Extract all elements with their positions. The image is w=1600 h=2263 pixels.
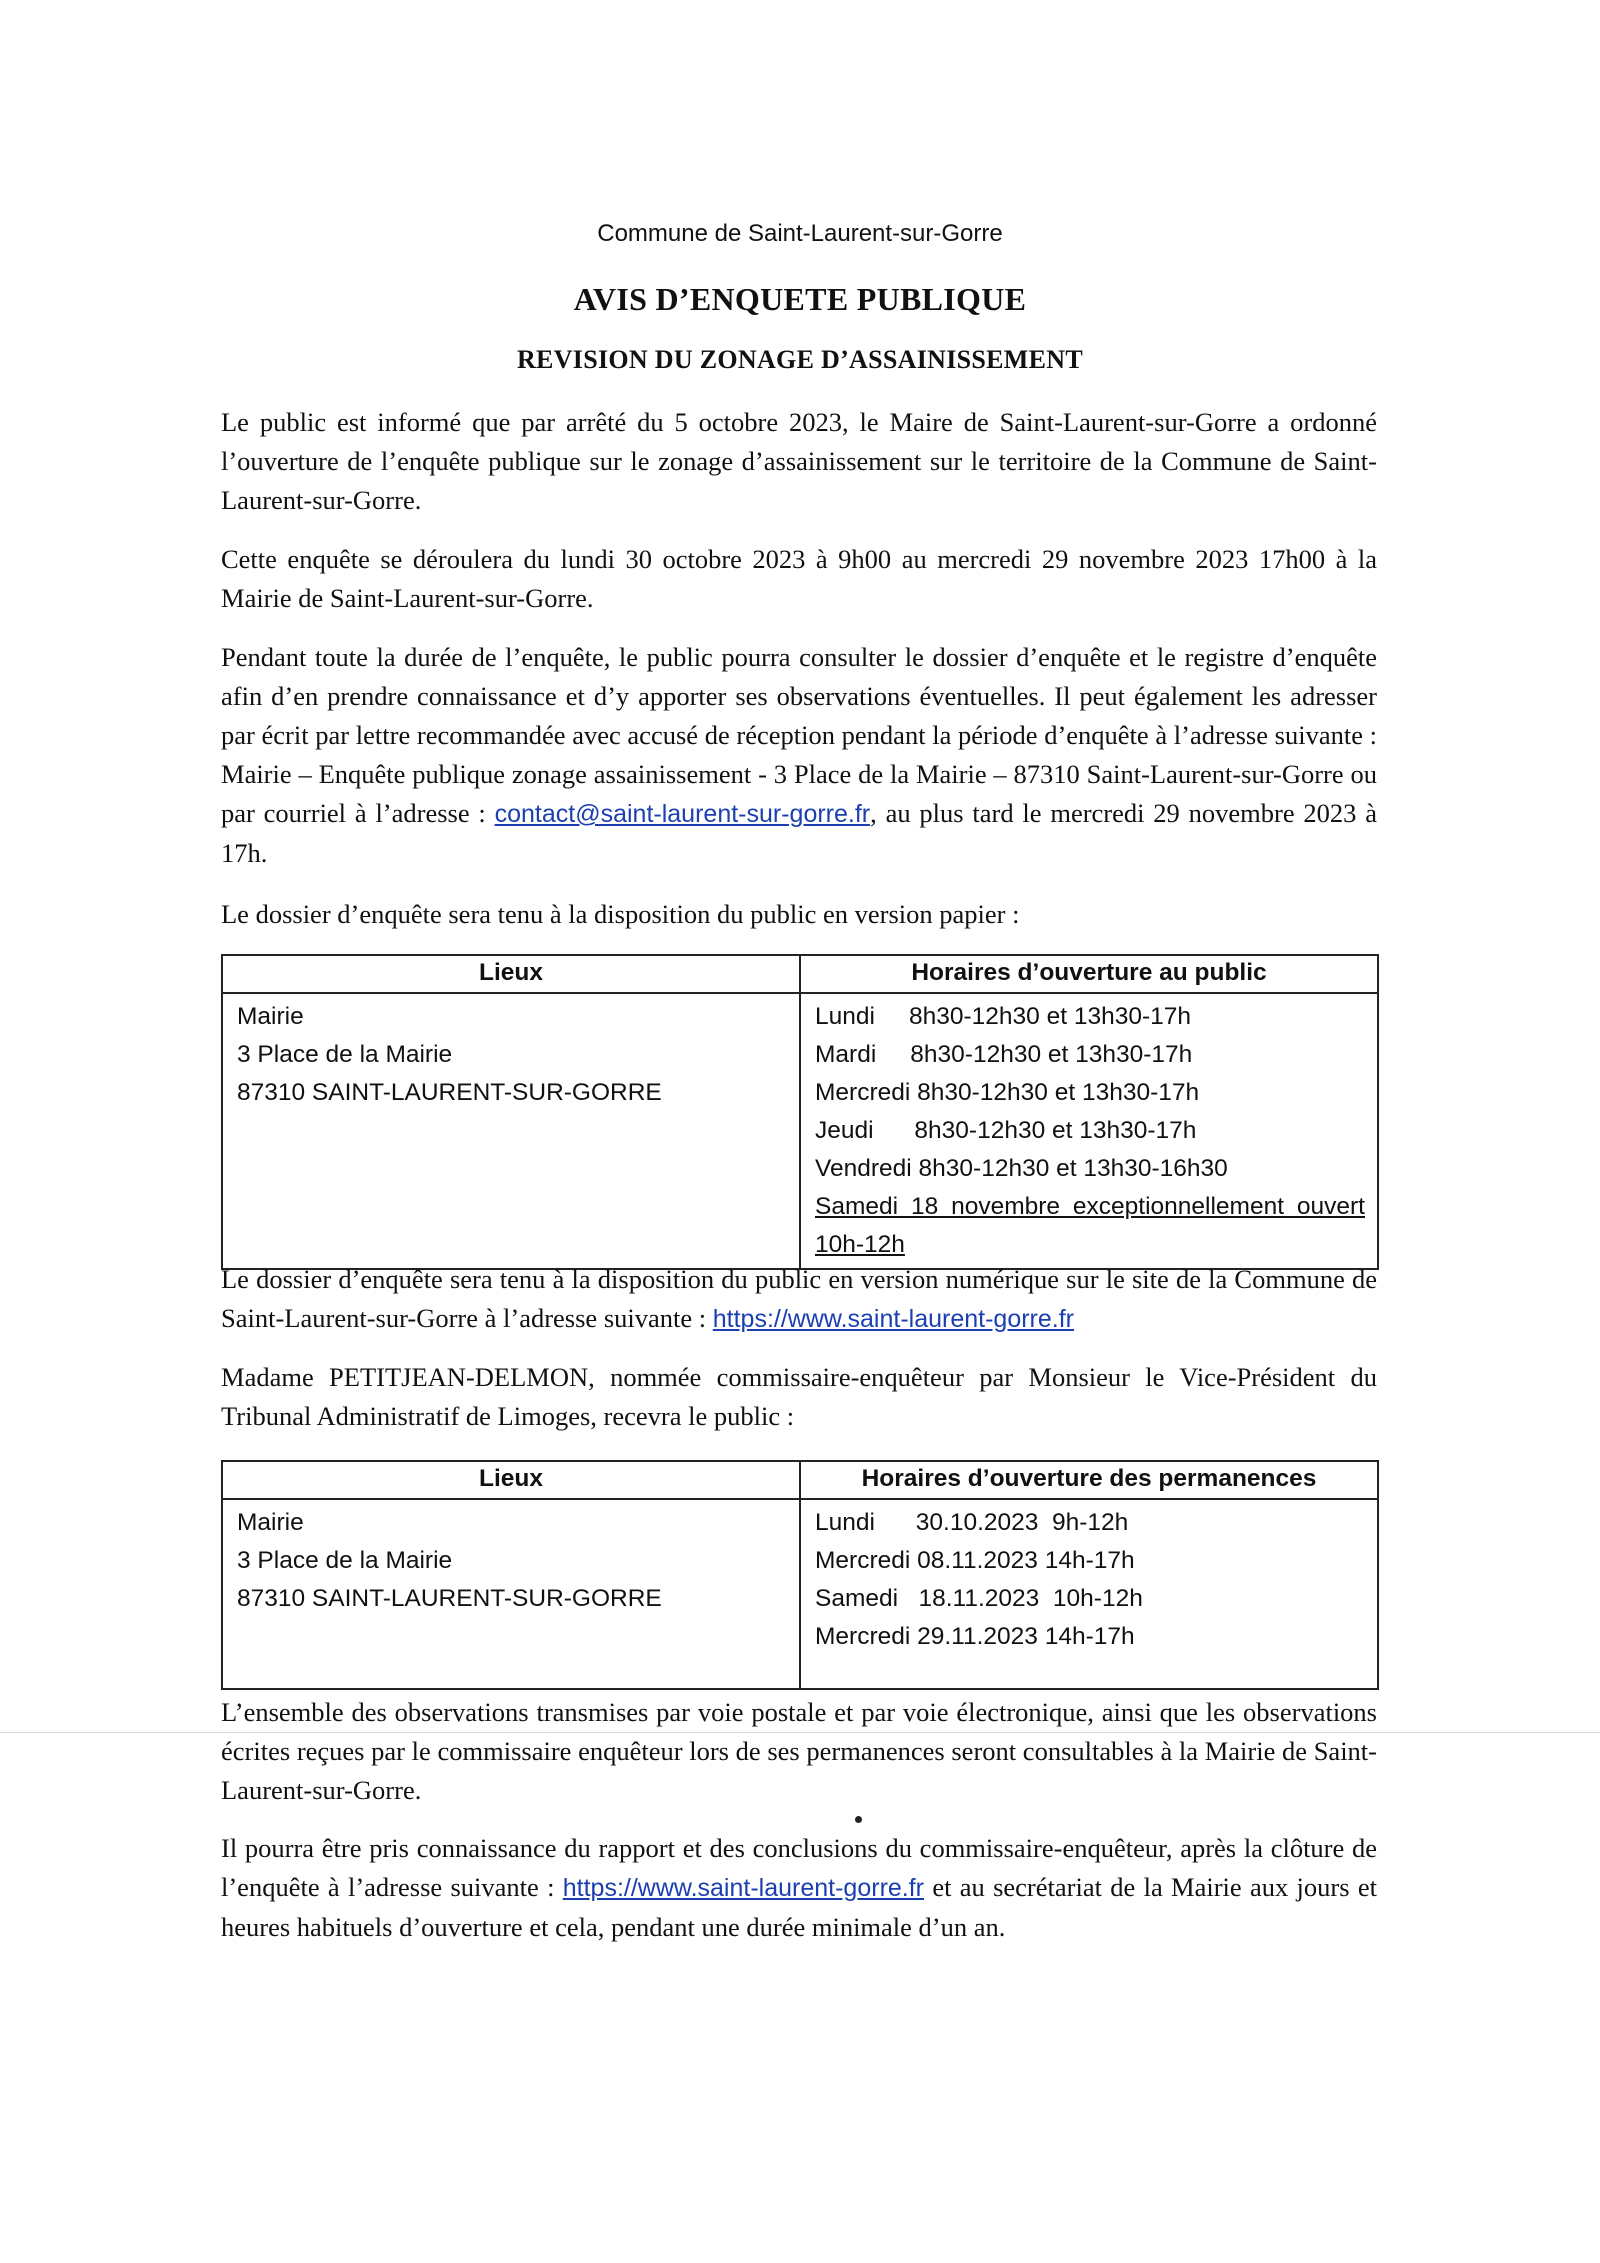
table2-hours-line: Samedi 18.11.2023 10h-12h [815, 1585, 1143, 1612]
commune-name: Commune de Saint-Laurent-sur-Gorre [597, 220, 1003, 247]
table1-place-line: 3 Place de la Mairie [237, 1041, 453, 1068]
paragraph-report-end: et au secrétariat de la Mairie aux jours et heures habituels d’ouverture et cela, pendant une durée minimale d’un an. [221, 1872, 1377, 1942]
table1-header-lieux: Lieux [222, 955, 800, 993]
table1-place-line: Mairie [237, 1003, 304, 1030]
table2-hours-line: Mercredi 29.11.2023 14h-17h [815, 1623, 1135, 1650]
paragraph-commissioner: Madame PETITJEAN-DELMON, nommée commissaire-enquêteur par Monsieur le Vice-Président du Tribunal Administratif de Limoges, recevra le public : [221, 1362, 1377, 1431]
table2-header-lieux: Lieux [222, 1461, 800, 1499]
table2-place-cell [222, 1499, 800, 1689]
opening-hours-table [221, 954, 1379, 1270]
table1-place-line: 87310 SAINT-LAURENT-SUR-GORRE [237, 1079, 662, 1106]
table2-place-line: 87310 SAINT-LAURENT-SUR-GORRE [237, 1585, 662, 1612]
paragraph-paper-version: Le dossier d’enquête sera tenu à la disposition du public en version papier : [221, 899, 1020, 929]
paragraph-consultation-text: Pendant toute la durée de l’enquête, le public pourra consulter le dossier d’enquête et le registre d’enquête afin d’en prendre connaissance et d’y apporter ses observations éventuelles. Il peut également les adresser par écrit par lettre recommandée avec accusé de réception pendant la période d’enquête à l’adresse suivante : Mairie – Enquête publique zonage assainissement - 3 Place de la Mairie – 87310 Saint-Laurent-sur-Gorre ou par courriel à l’adresse : [221, 642, 1377, 828]
table1-hours-line: Mercredi 8h30-12h30 et 13h30-17h [815, 1079, 1200, 1106]
table2-place-line: Mairie [237, 1509, 304, 1536]
table2-place-line: 3 Place de la Mairie [237, 1547, 453, 1574]
paragraph-observations: L’ensemble des observations transmises par voie postale et par voie électronique, ainsi que les observations écrites reçues par le commissaire enquêteur lors de ses permanences seront consultables à la Mairie de Saint-Laurent-sur-Gorre. [221, 1697, 1377, 1805]
table1-header-horaires: Horaires d’ouverture au public [800, 955, 1378, 993]
table2-hours-cell [800, 1499, 1378, 1689]
table1-hours-line: Jeudi 8h30-12h30 et 13h30-17h [815, 1117, 1197, 1144]
table1-hours-line: Lundi 8h30-12h30 et 13h30-17h [815, 1003, 1191, 1030]
table1-hours-line: Mardi 8h30-12h30 et 13h30-17h [815, 1041, 1193, 1068]
paragraph-consultation [221, 638, 1377, 873]
notice-subtitle: REVISION DU ZONAGE D’ASSAINISSEMENT [516, 345, 1083, 374]
website-link[interactable]: https://www.saint-laurent-gorre.fr [712, 1305, 1074, 1333]
table1-special-opening: Samedi 18 novembre exceptionnellement ouvert 10h-12h [815, 1193, 1365, 1258]
scan-dot-mark [855, 1816, 862, 1823]
paragraph-consultation-end: , au plus tard le mercredi 29 novembre 2023 à 17h. [221, 798, 1377, 868]
permanences-table [221, 1460, 1379, 1690]
paragraph-arrete: Le public est informé que par arrêté du 5 octobre 2023, le Maire de Saint-Laurent-sur-Gorre a ordonné l’ouverture de l’enquête publique sur le zonage d’assainissement sur le territoire de la Commune de Saint-Laurent-sur-Gorre. [221, 407, 1377, 515]
paragraph-digital-version [221, 1260, 1377, 1339]
table2-hours-line: Lundi 30.10.2023 9h-12h [815, 1509, 1129, 1536]
paragraph-report-text: Il pourra être pris connaissance du rapport et des conclusions du commissaire-enquêteur, après la clôture de l’enquête à l’adresse suivante : [221, 1833, 1377, 1902]
report-website-link[interactable]: https://www.saint-laurent-gorre.fr [562, 1874, 925, 1902]
table2-header-horaires: Horaires d’ouverture des permanences [800, 1461, 1378, 1499]
table2-hours-line: Mercredi 08.11.2023 14h-17h [815, 1547, 1135, 1574]
paragraph-report [221, 1829, 1377, 1947]
contact-email-link[interactable]: contact@saint-laurent-sur-gorre.fr [494, 800, 871, 828]
table1-hours-cell [800, 993, 1378, 1269]
paragraph-dates: Cette enquête se déroulera du lundi 30 octobre 2023 à 9h00 au mercredi 29 novembre 2023 17h00 à la Mairie de Saint-Laurent-sur-Gorre. [221, 544, 1377, 613]
table1-place-cell [222, 993, 800, 1269]
notice-title: AVIS D’ENQUETE PUBLIQUE [573, 281, 1027, 317]
paragraph-digital-text: Le dossier d’enquête sera tenu à la disposition du public en version numérique sur le site de la Commune de Saint-Laurent-sur-Gorre à l’adresse suivante : [221, 1264, 1377, 1333]
table1-hours-line: Vendredi 8h30-12h30 et 13h30-16h30 [815, 1155, 1228, 1182]
